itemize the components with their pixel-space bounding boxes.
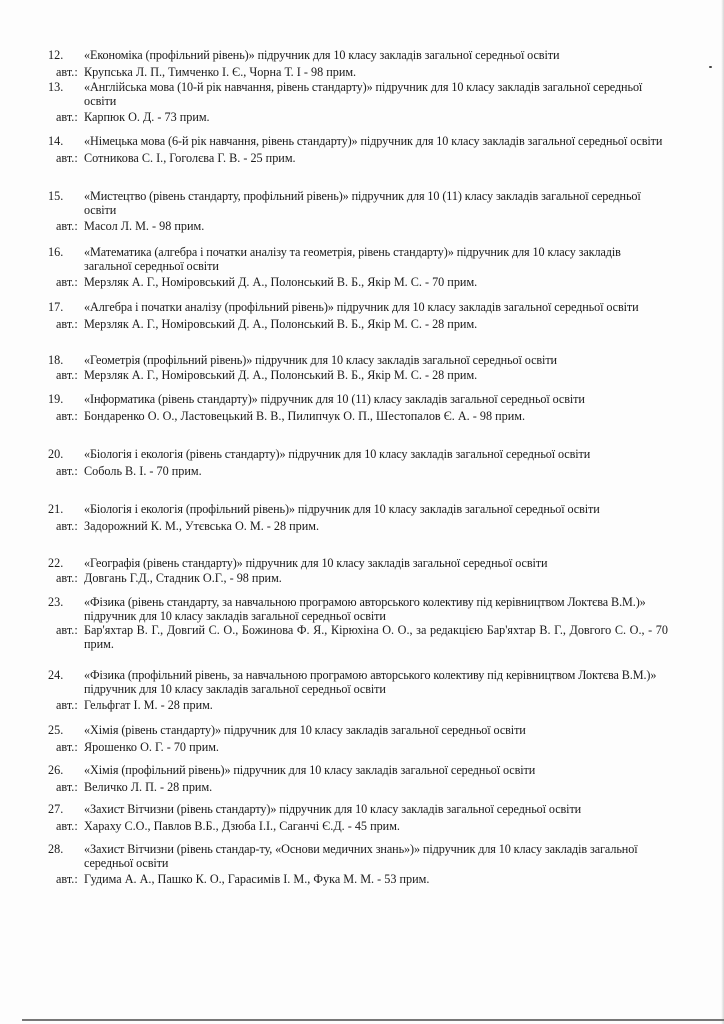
item-authors-line xyxy=(48,318,668,332)
item-authors-line xyxy=(48,699,668,713)
item-authors: Гудима А. А., Пашко К. О., Гарасимів І. М., Фука М. М. - 53 прим. xyxy=(84,872,430,886)
list-item-27 xyxy=(48,803,668,843)
item-authors-line xyxy=(48,781,668,795)
item-authors: Соболь В. І. - 70 прим. xyxy=(84,463,202,478)
authors-prefix: авт.: xyxy=(56,367,78,382)
item-authors: Довгань Г.Д., Стадник О.Г., - 98 прим. xyxy=(84,570,282,585)
item-number: 21. xyxy=(48,502,64,516)
item-number: 13. xyxy=(48,80,64,94)
authors-prefix: авт.: xyxy=(56,463,78,478)
item-authors: Хараху С.О., Павлов В.Б., Дзюба І.І., Саганчі Є.Д. - 45 прим. xyxy=(84,818,400,833)
item-authors-line xyxy=(48,152,668,166)
item-title: «Хімія (рівень стандарту)» підручник для 10 класу закладів загальної середньої освіти xyxy=(84,723,526,737)
item-authors: Величко Л. П. - 28 прим. xyxy=(84,779,213,794)
item-number: 20. xyxy=(48,447,64,461)
item-number: 18. xyxy=(48,353,64,367)
item-title: «Хімія (профільний рівень)» підручник для 10 класу закладів загальної середньої освіти xyxy=(84,763,536,777)
list-item-14 xyxy=(48,135,668,190)
authors-prefix: авт.: xyxy=(56,872,78,886)
item-title: «Англійська мова (10-й рік навчання, рівень стандарту)» підручник для 10 класу закладів загальної середньої освіти xyxy=(84,80,643,108)
item-authors-line xyxy=(48,220,668,234)
item-authors: Бар'яхтар В. Г., Довгий С. О., Божинова Ф. Я., Кірюхіна О. О., за редакцією Бар'яхтар В. Г., Довгого С. О., - 70 прим. xyxy=(84,623,668,651)
item-authors-line xyxy=(48,276,668,290)
authors-prefix: авт.: xyxy=(56,698,78,712)
item-number: 15. xyxy=(48,189,64,203)
list-item-17 xyxy=(48,301,668,354)
item-title: «Захист Вітчизни (рівень стандарту)» підручник для 10 класу закладів загальної середньої освіти xyxy=(84,802,582,816)
item-number: 22. xyxy=(48,556,64,570)
item-authors: Ярошенко О. Г. - 70 прим. xyxy=(84,739,219,754)
item-title: «Мистецтво (рівень стандарту, профільний рівень)» підручник для 10 (11) класу закладів загальної середньої освіти xyxy=(84,189,641,217)
list-item-26 xyxy=(48,764,668,803)
list-item-23 xyxy=(48,596,668,669)
authors-prefix: авт.: xyxy=(56,623,78,637)
list-item-28 xyxy=(48,843,668,893)
item-title: «Інформатика (рівень стандарту)» підручник для 10 (11) класу закладів загальної середньої освіти xyxy=(84,392,585,406)
item-title: «Фізика (рівень стандарту, за навчальною програмою авторського колективу під керівництвом Локтєва В.М.)» підручник для 10 класу закладів загальної середньої освіти xyxy=(84,595,646,623)
item-title: «Економіка (профільний рівень)» підручник для 10 класу закладів загальної середньої освіти xyxy=(84,48,560,62)
item-authors: Гельфгат І. М. - 28 прим. xyxy=(84,698,213,712)
authors-prefix: авт.: xyxy=(56,408,78,423)
item-number: 14. xyxy=(48,134,64,148)
textbook-list xyxy=(48,49,668,893)
item-authors: Мерзляк А. Г., Номіровський Д. А., Полонський В. Б., Якір М. С. - 28 прим. xyxy=(84,316,478,331)
item-authors: Мерзляк А. Г., Номіровський Д. А., Полонський В. Б., Якір М. С. - 28 прим. xyxy=(84,367,478,382)
item-authors-line xyxy=(48,111,668,125)
item-authors-line xyxy=(48,66,668,80)
list-item-15 xyxy=(48,190,668,246)
authors-prefix: авт.: xyxy=(56,219,78,233)
item-authors-line xyxy=(48,410,668,424)
item-number: 19. xyxy=(48,392,64,406)
item-number: 26. xyxy=(48,763,64,777)
item-authors-line xyxy=(48,369,668,383)
item-number: 23. xyxy=(48,595,64,609)
item-title: «Математика (алгебра і початки аналізу та геометрія, рівень стандарту)» підручник для 10 класу закладів загальної середньої освіти xyxy=(84,245,621,273)
list-item-16 xyxy=(48,246,668,301)
item-authors: Карпюк О. Д. - 73 прим. xyxy=(84,110,210,124)
list-item-22 xyxy=(48,557,668,596)
authors-prefix: авт.: xyxy=(56,150,78,165)
list-item-20 xyxy=(48,448,668,503)
list-item-24 xyxy=(48,669,668,724)
item-title: «Захист Вітчизни (рівень стандар-ту, «Основи медичних знань»)» підручник для 10 класу закладів загальної середньої освіти xyxy=(84,842,638,870)
item-authors: Бондаренко О. О., Ластовецький В. В., Пилипчук О. П., Шестопалов Є. А. - 98 прим. xyxy=(84,408,525,423)
item-authors: Задорожний К. М., Утєвська О. М. - 28 прим. xyxy=(84,518,320,533)
authors-prefix: авт.: xyxy=(56,110,78,124)
item-authors: Мерзляк А. Г., Номіровський Д. А., Полонський В. Б., Якір М. С. - 70 прим. xyxy=(84,275,478,289)
item-number: 27. xyxy=(48,802,64,816)
list-item-19 xyxy=(48,393,668,448)
authors-prefix: авт.: xyxy=(56,316,78,331)
item-authors-line xyxy=(48,572,668,586)
item-title: «Географія (рівень стандарту)» підручник для 10 класу закладів загальної середньої освіти xyxy=(84,556,548,570)
item-authors-line xyxy=(48,741,668,755)
item-authors-line xyxy=(48,465,668,479)
item-title: «Геометрія (профільний рівень)» підручник для 10 класу закладів загальної середньої освіти xyxy=(84,353,557,367)
authors-prefix: авт.: xyxy=(56,739,78,754)
item-title: «Німецька мова (6-й рік навчання, рівень стандарту)» підручник для 10 класу закладів загальної середньої освіти xyxy=(84,134,663,148)
item-number: 25. xyxy=(48,723,64,737)
item-authors-line xyxy=(48,624,668,651)
list-item-13 xyxy=(48,81,668,135)
list-item-12 xyxy=(48,49,668,81)
item-authors-line xyxy=(48,873,668,887)
item-number: 17. xyxy=(48,300,64,314)
authors-prefix: авт.: xyxy=(56,64,78,79)
item-authors: Масол Л. М. - 98 прим. xyxy=(84,219,205,233)
item-title: «Фізика (профільний рівень, за навчальною програмою авторського колективу під керівництвом Локтєва В.М.)» підручник для 10 класу закладів загальної середньої освіти xyxy=(84,668,657,696)
item-number: 12. xyxy=(48,48,64,62)
authors-prefix: авт.: xyxy=(56,570,78,585)
item-authors-line xyxy=(48,520,668,534)
list-item-18 xyxy=(48,354,668,393)
scan-bottom-edge xyxy=(22,1019,724,1021)
authors-prefix: авт.: xyxy=(56,518,78,533)
item-number: 28. xyxy=(48,842,64,856)
scan-speck xyxy=(709,66,712,68)
item-title: «Біологія і екологія (профільний рівень)» підручник для 10 класу закладів загальної середньої освіти xyxy=(84,502,600,516)
authors-prefix: авт.: xyxy=(56,779,78,794)
item-title: «Біологія і екологія (рівень стандарту)» підручник для 10 класу закладів загальної середньої освіти xyxy=(84,447,591,461)
item-number: 16. xyxy=(48,245,64,259)
item-title: «Алгебра і початки аналізу (профільний рівень)» підручник для 10 класу закладів загальної середньої освіти xyxy=(84,300,639,314)
item-authors-line xyxy=(48,820,668,834)
item-authors: Крупська Л. П., Тимченко І. Є., Чорна Т. І - 98 прим. xyxy=(84,64,357,79)
list-item-25 xyxy=(48,724,668,764)
authors-prefix: авт.: xyxy=(56,275,78,289)
authors-prefix: авт.: xyxy=(56,818,78,833)
item-authors: Сотникова С. І., Гоголєва Г. В. - 25 прим. xyxy=(84,150,296,165)
item-number: 24. xyxy=(48,668,64,682)
list-item-21 xyxy=(48,503,668,557)
